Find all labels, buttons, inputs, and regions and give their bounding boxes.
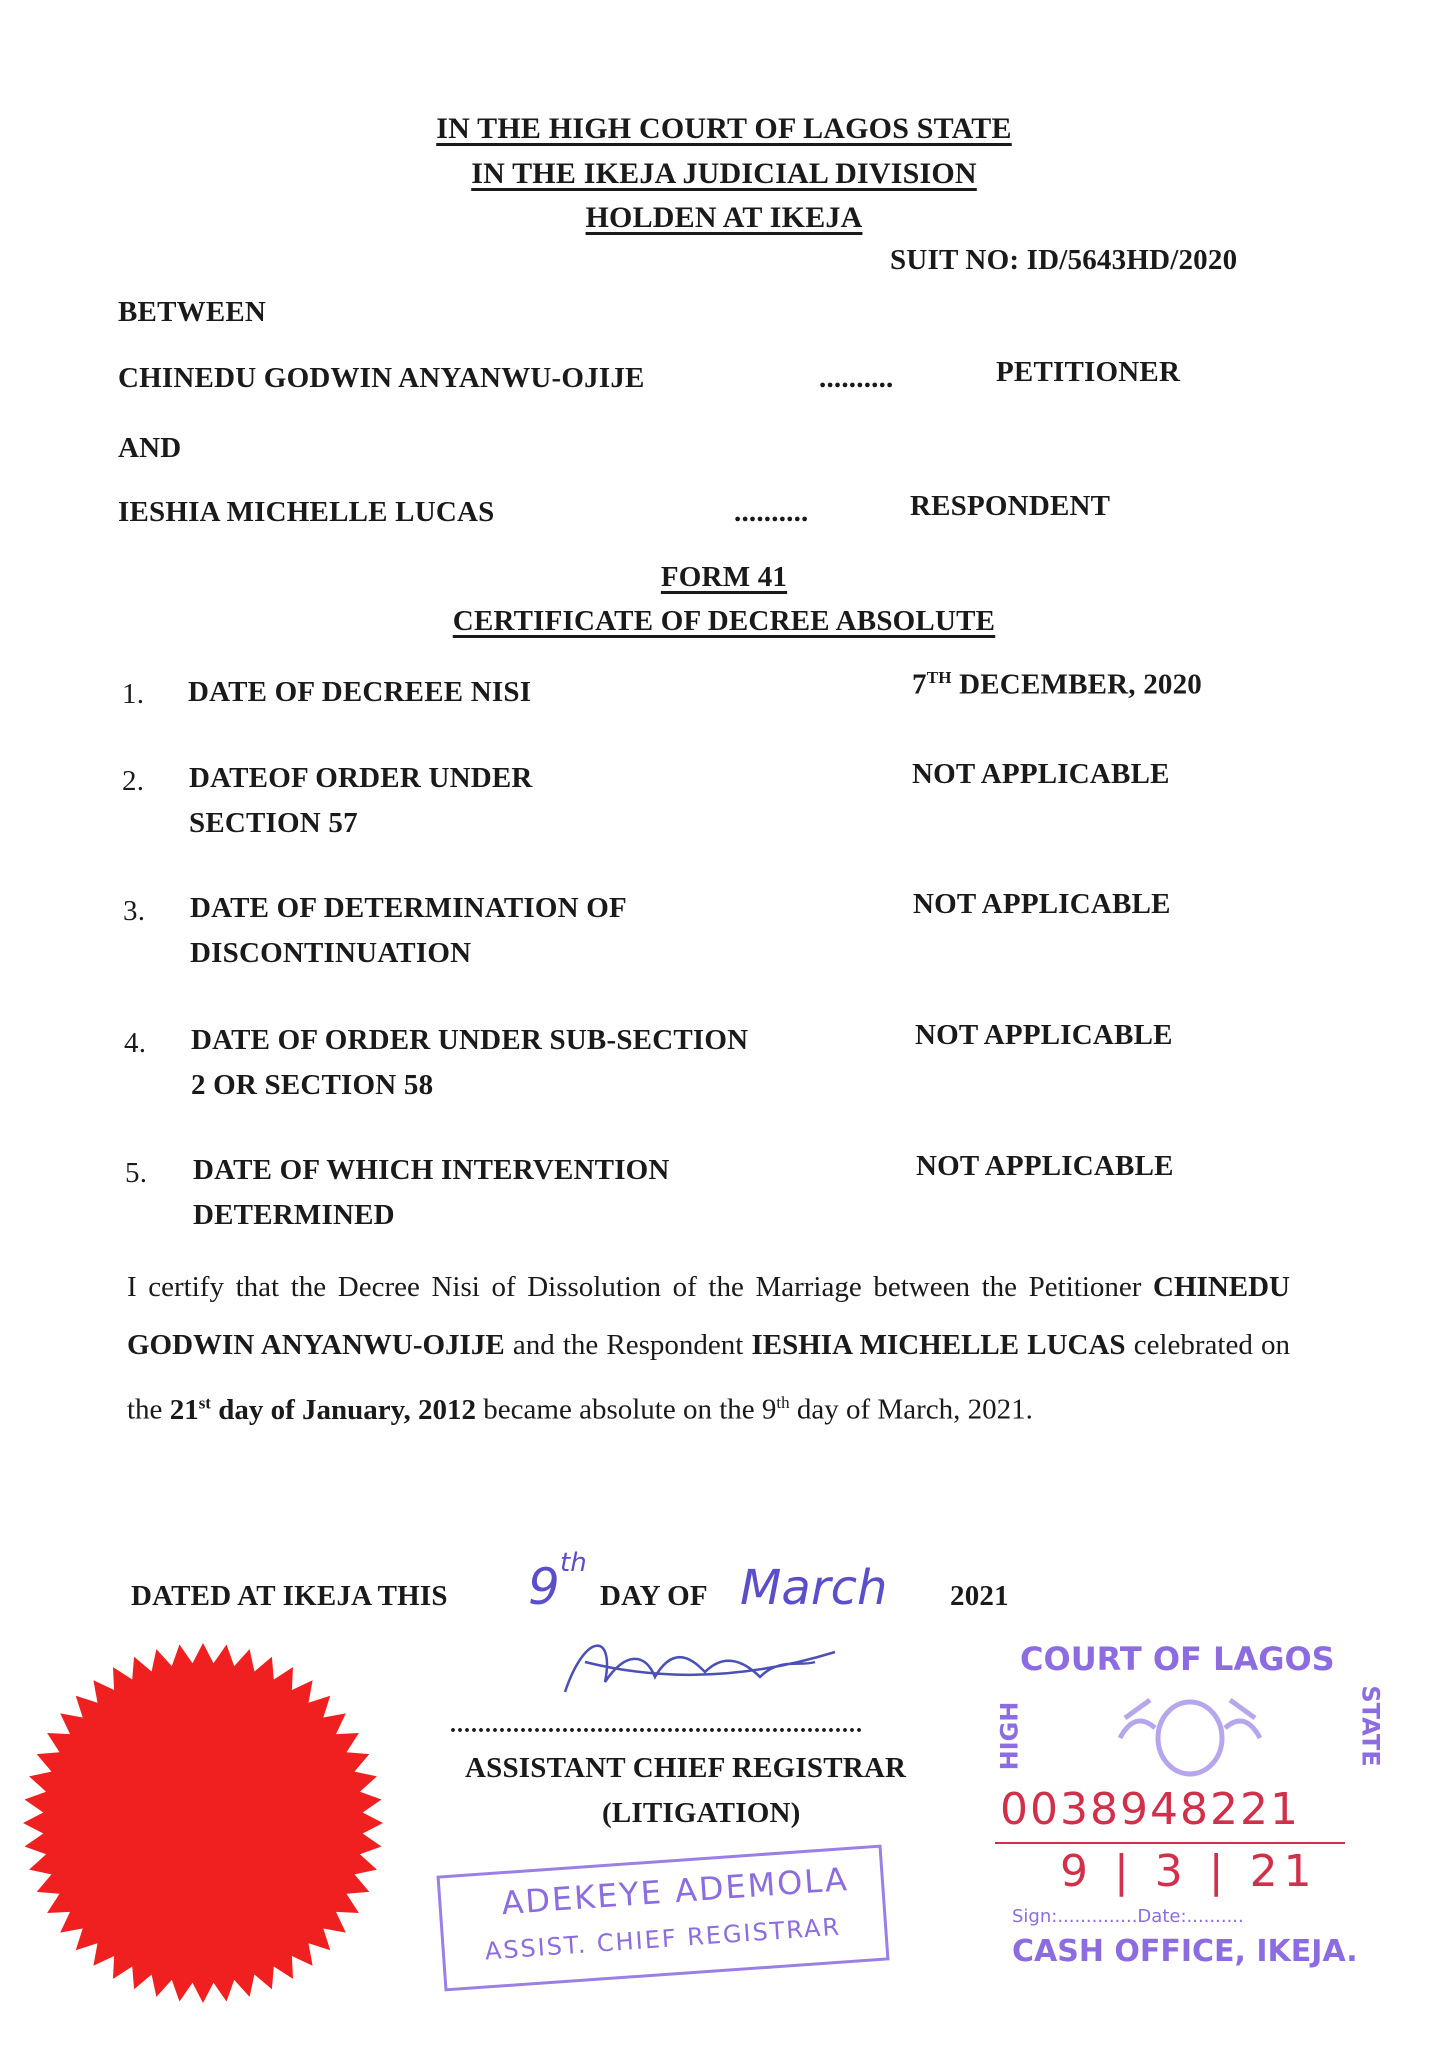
item-label-cont: DETERMINED [193, 1199, 395, 1231]
item-label: DATE OF ORDER UNDER SUB-SECTION [191, 1024, 749, 1056]
item-number: 1. [122, 678, 145, 710]
item-label: DATEOF ORDER UNDER [189, 762, 533, 794]
petitioner-name: CHINEDU GODWIN ANYANWU-OJIJE [118, 362, 645, 394]
item-value: NOT APPLICABLE [916, 1150, 1174, 1182]
seal-shape [23, 1643, 383, 2003]
court-stamp-left: HIGH [995, 1701, 1024, 1771]
respondent-name: IESHIA MICHELLE LUCAS [118, 496, 495, 528]
item-label-cont: 2 OR SECTION 58 [191, 1069, 434, 1101]
handwritten-month: March [740, 1560, 888, 1616]
court-stamp-sign: Sign:..............Date:.......... [1012, 1906, 1244, 1927]
certification-paragraph: I certify that the Decree Nisi of Dissolution of the Marriage between the Petitioner CHINEDU GODWIN ANYANWU-OJIJE and the Respondent IESHIA MICHELLE LUCAS celebrated on the 21st day of January, 2012 became absolute on the 9th day of March, 2021. [127, 1271, 1290, 1426]
receipt-underline [995, 1842, 1345, 1844]
item-number: 4. [124, 1027, 147, 1059]
court-stamp-right: STATE [1356, 1685, 1385, 1767]
item-label-cont: SECTION 57 [189, 807, 358, 839]
item-number: 2. [122, 765, 145, 797]
red-seal-icon [20, 1640, 386, 2006]
handwritten-day-suffix: th [560, 1548, 587, 1578]
form-number: FORM 41 [660, 561, 788, 593]
item-number: 3. [123, 895, 146, 927]
signatory-subtitle: (LITIGATION) [602, 1797, 801, 1829]
form-title: CERTIFICATE OF DECREE ABSOLUTE [452, 605, 996, 637]
item-value: NOT APPLICABLE [913, 888, 1171, 920]
receipt-date: 9 | 3 | 21 [1060, 1846, 1318, 1897]
signatory-title: ASSISTANT CHIEF REGISTRAR [465, 1752, 907, 1784]
item-value: NOT APPLICABLE [912, 758, 1170, 790]
and-label: AND [118, 432, 182, 464]
item-label: DATE OF DECREEE NISI [188, 676, 532, 708]
item-value: NOT APPLICABLE [915, 1019, 1173, 1051]
registrar-stamp-title: ASSIST. CHIEF REGISTRAR [483, 1912, 842, 1966]
court-stamp-top: COURT OF LAGOS [1020, 1640, 1335, 1678]
petitioner-dots: .......... [819, 362, 894, 394]
item-label-cont: DISCONTINUATION [190, 937, 472, 969]
item-label: DATE OF WHICH INTERVENTION [193, 1154, 670, 1186]
between-label: BETWEEN [118, 296, 267, 328]
dated-prefix: DATED AT IKEJA THIS [131, 1580, 448, 1612]
signature-line: ........................................................... [450, 1712, 863, 1738]
item-number: 5. [125, 1157, 148, 1189]
registrar-stamp [436, 1845, 889, 1992]
item-value: 7TH DECEMBER, 2020 [912, 668, 1202, 701]
petitioner-role: PETITIONER [996, 356, 1181, 388]
court-stamp-bottom: CASH OFFICE, IKEJA. [1012, 1934, 1358, 1969]
court-heading-3: HOLDEN AT IKEJA [585, 201, 863, 234]
receipt-number: 0038948221 [1000, 1784, 1300, 1835]
court-heading-1: IN THE HIGH COURT OF LAGOS STATE [436, 112, 1012, 145]
registrar-stamp-name: ADEKEYE ADEMOLA [500, 1860, 850, 1923]
dated-year: 2021 [950, 1580, 1009, 1612]
handwritten-day: 9 [528, 1558, 560, 1616]
court-heading-2: IN THE IKEJA JUDICIAL DIVISION [471, 157, 977, 190]
suit-number: SUIT NO: ID/5643HD/2020 [890, 244, 1238, 276]
respondent-dots: .......... [734, 496, 809, 528]
respondent-role: RESPONDENT [910, 490, 1111, 522]
item-label: DATE OF DETERMINATION OF [190, 892, 627, 924]
signature-icon [545, 1622, 845, 1712]
coat-of-arms-icon [1110, 1688, 1270, 1780]
dated-middle: DAY OF [600, 1580, 708, 1612]
